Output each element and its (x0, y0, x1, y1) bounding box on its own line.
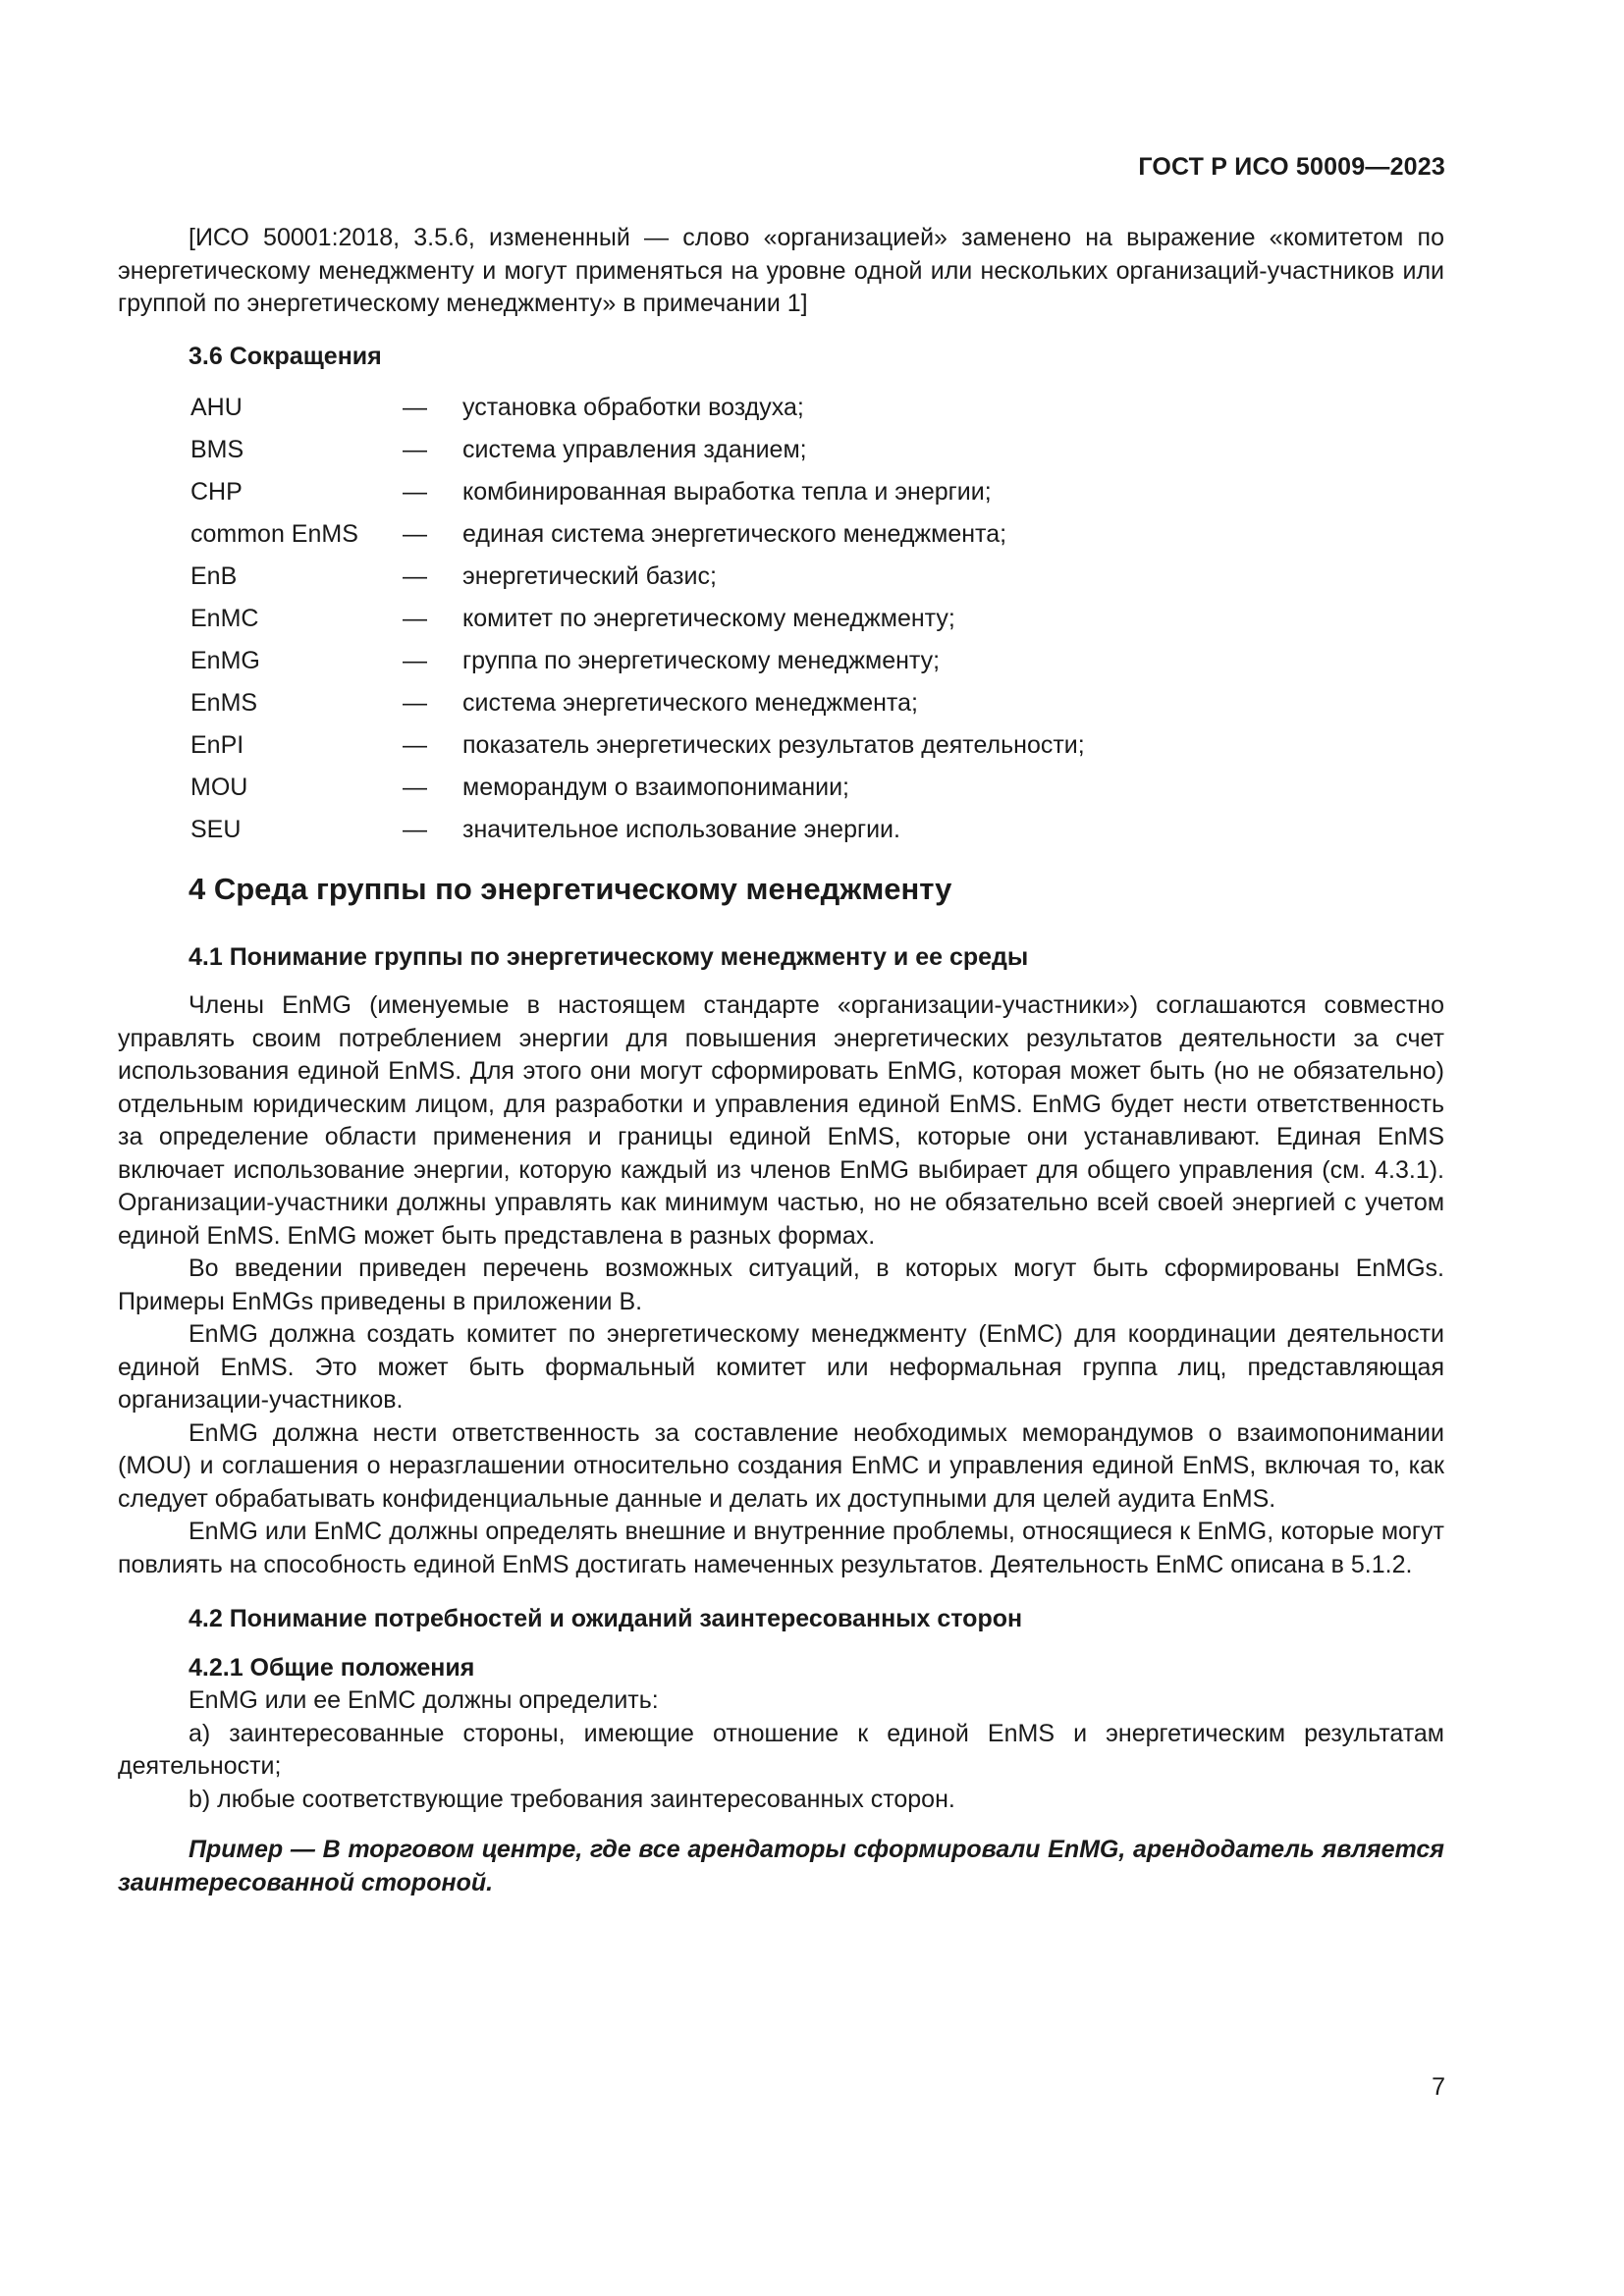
abbreviation-row (190, 640, 1444, 682)
abbreviation-term: MOU (190, 773, 248, 801)
abbreviation-row (190, 767, 1444, 809)
standard-header: ГОСТ Р ИСО 50009—2023 (1138, 153, 1445, 181)
note-reference: [ИСО 50001:2018, 3.5.6, измененный — слово «организацией» заменено на выражение «комитетом по энергетическому менеджменту и могут применяться на уровне одной или нескольких организаций-участников или группой по энергетическому менеджменту» в примечании 1] (118, 224, 1444, 317)
abbreviation-dash: — (403, 519, 427, 548)
abbreviation-row (190, 387, 1444, 429)
abbreviation-row (190, 471, 1444, 513)
abbreviation-row (190, 429, 1444, 471)
paragraph: EnMG или ее EnMC должны определить: (189, 1686, 659, 1714)
abbreviation-row (190, 724, 1444, 767)
abbreviation-term: EnMG (190, 646, 260, 674)
paragraph: EnMG должна нести ответственность за составление необходимых меморандумов о взаимопонимании (MOU) и соглашения о неразглашении относительно создания EnMC и управления единой EnMS, включая то, как следует обрабатывать конфиденциальные данные и делать их доступными для целей аудита EnMS. (118, 1418, 1444, 1513)
abbreviation-definition: меморандум о взаимопонимании; (462, 773, 849, 801)
abbreviation-term: EnMS (190, 688, 258, 717)
page-number: 7 (1432, 2073, 1445, 2101)
abbreviation-row (190, 513, 1444, 556)
paragraph: EnMG должна создать комитет по энергетическому менеджменту (EnMC) для координации деятельности единой EnMS. Это может быть формальный комитет или неформальная группа лиц, представляющая организации-участников. (118, 1320, 1444, 1414)
abbreviation-term: BMS (190, 435, 244, 463)
abbreviation-row (190, 809, 1444, 851)
abbreviation-definition: показатель энергетических результатов деятельности; (462, 730, 1085, 759)
list-item: a) заинтересованные стороны, имеющие отношение к единой EnMS и энергетическим результатам деятельности; (118, 1719, 1444, 1780)
section-4-2-title: 4.2 Понимание потребностей и ожиданий заинтересованных сторон (189, 1605, 1023, 1632)
example-note: Пример — В торговом центре, где все арендаторы сформировали EnMG, арендодатель является заинтересованной стороной. (118, 1836, 1444, 1896)
abbreviation-dash: — (403, 604, 427, 632)
abbreviation-list (190, 387, 1444, 851)
abbreviation-row (190, 556, 1444, 598)
abbreviation-definition: установка обработки воздуха; (462, 393, 804, 421)
abbreviation-term: AHU (190, 393, 243, 421)
section-3-6-title: 3.6 Сокращения (189, 342, 382, 370)
abbreviation-definition: группа по энергетическому менеджменту; (462, 646, 941, 674)
abbreviation-term: EnPI (190, 730, 244, 759)
section-4-title: 4 Среда группы по энергетическому менеджменту (189, 872, 952, 906)
abbreviation-definition: комитет по энергетическому менеджменту; (462, 604, 955, 632)
abbreviation-dash: — (403, 561, 427, 590)
abbreviation-definition: значительное использование энергии. (462, 815, 900, 843)
abbreviation-dash: — (403, 646, 427, 674)
abbreviation-term: EnB (190, 561, 238, 590)
paragraph: Члены EnMG (именуемые в настоящем стандарте «организации-участники») соглашаются совместно управлять своим потреблением энергии для повышения энергетических результатов деятельности за счет использования единой EnMS. Для этого они могут сформировать EnMG, которая может быть (но не обязательно) отдельным юридическим лицом, для разработки и управления единой EnMS. EnMG будет нести ответственность за определение области применения и границы единой EnMS, которые они устанавливают. Единая EnMS включает использование энергии, которую каждый из членов EnMG выбирает для общего управления (см. 4.3.1). Организации-участники должны управлять как минимум частью, но не обязательно всей своей энергией с учетом единой EnMS. EnMG может быть представлена в разных формах. (118, 991, 1444, 1250)
section-4-2-1-title: 4.2.1 Общие положения (189, 1653, 475, 1682)
paragraph: Во введении приведен перечень возможных ситуаций, в которых могут быть сформированы EnMGs. Примеры EnMGs приведены в приложении В. (118, 1255, 1444, 1315)
abbreviation-definition: система управления зданием; (462, 435, 807, 463)
abbreviation-definition: комбинированная выработка тепла и энергии; (462, 477, 992, 506)
abbreviation-dash: — (403, 773, 427, 801)
page-content (118, 222, 1444, 1899)
abbreviation-dash: — (403, 815, 427, 843)
abbreviation-dash: — (403, 730, 427, 759)
abbreviation-term: EnMC (190, 604, 259, 632)
paragraph: EnMG или EnMC должны определять внешние и внутренние проблемы, относящиеся к EnMG, которые могут повлиять на способность единой EnMS достигать намеченных результатов. Деятельность EnMC описана в 5.1.2. (118, 1518, 1444, 1578)
abbreviation-definition: система энергетического менеджмента; (462, 688, 918, 717)
abbreviation-row (190, 598, 1444, 640)
abbreviation-row (190, 682, 1444, 724)
abbreviation-definition: единая система энергетического менеджмента; (462, 519, 1007, 548)
abbreviation-term: CHP (190, 477, 243, 506)
list-item: b) любые соответствующие требования заинтересованных сторон. (189, 1785, 955, 1813)
section-4-1-title: 4.1 Понимание группы по энергетическому менеджменту и ее среды (189, 942, 1029, 971)
abbreviation-dash: — (403, 393, 427, 421)
abbreviation-dash: — (403, 477, 427, 506)
abbreviation-dash: — (403, 435, 427, 463)
abbreviation-term: common EnMS (190, 519, 358, 548)
abbreviation-definition: энергетический базис; (462, 561, 717, 590)
abbreviation-term: SEU (190, 815, 242, 843)
abbreviation-dash: — (403, 688, 427, 717)
